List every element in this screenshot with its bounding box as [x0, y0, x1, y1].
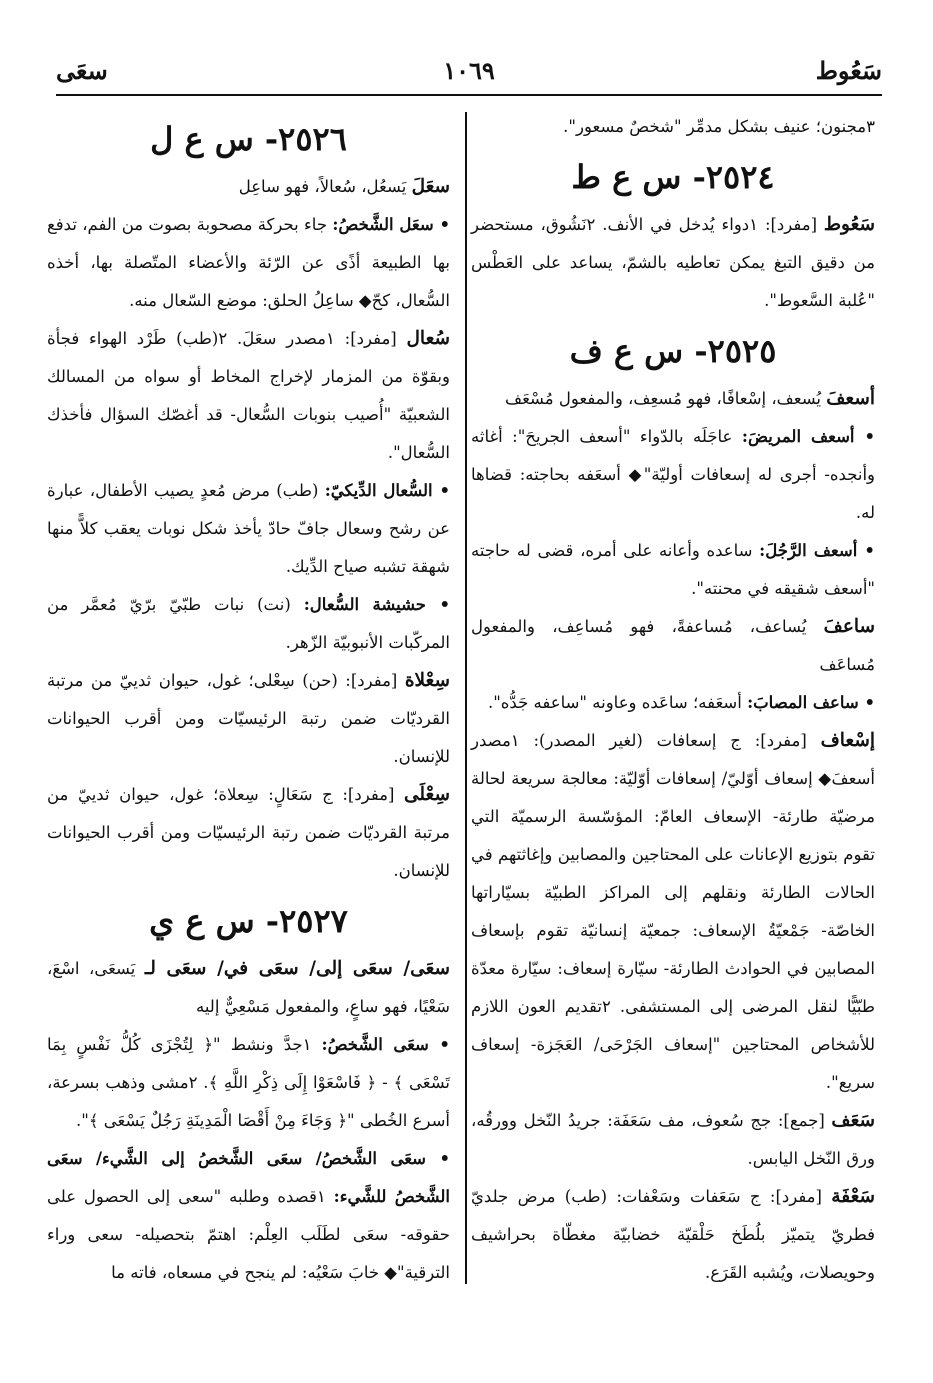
- sense: [471, 532, 875, 608]
- headword: سَعَف: [831, 1110, 875, 1131]
- header-guide-word-first: سَعُوط: [815, 56, 882, 85]
- sense-text: ساعده وأعانه على أمره، قضى له حاجته "أسعف شقيقه في محنته".: [471, 541, 875, 598]
- sense: [471, 418, 875, 532]
- sense: [47, 1140, 450, 1292]
- sense-text: (نت) نبات طبّيّ برّيّ مُعمَّر من المركّبات الأنبوبيّة الزّهر.: [47, 595, 450, 652]
- root-heading-2527: ٢٥٢٧- س ع ي: [149, 902, 348, 940]
- entry-suaal: [47, 320, 450, 472]
- sense-lead: • ساعف المصابَ:: [747, 693, 875, 712]
- entry-saaf: [471, 1102, 875, 1178]
- sense-lead: • سعَى الشَّخصُ/ سعَى الشَّخصُ إلى الشَّيء/ سعَى الشَّخصُ للشَّيء:: [47, 1149, 450, 1206]
- sense: [471, 684, 875, 722]
- conjugation: يَسعَى، اسْعَ، سَعْيًا، فهو ساعٍ، والمفعول مَسْعِيٌّ إليه: [47, 959, 450, 1016]
- headword: أسعفَ: [826, 388, 875, 409]
- entry-saala: [47, 168, 450, 206]
- headword: سَعْفَة: [831, 1186, 875, 1207]
- headword: ساعفَ: [823, 616, 875, 637]
- root-heading-2525: ٢٥٢٥- س ع ف: [569, 332, 777, 370]
- definition: [جمع]: جج سُعوف، مف سَعَفَة: جريدُ النّخل وورقُه، ورق النّخل اليابس.: [471, 1111, 875, 1168]
- headword: سَعُوط: [823, 214, 876, 235]
- root-heading-2524: ٢٥٢٤- س ع ط: [571, 158, 775, 196]
- headword: سعَى/ سعَى إلى/ سعَى في/ سعَى لـ: [144, 958, 451, 979]
- sense: [47, 1026, 450, 1140]
- header-guide-word-last: سعَى: [56, 56, 108, 85]
- entry-saa: [47, 950, 450, 1026]
- sense-text: أسعَفه؛ ساعَده وعاونه "ساعفه جَدُّه".: [487, 693, 748, 712]
- continued-text: ٣مجنون؛ عنيف بشكل مدمِّر "شخصٌ مسعور".: [563, 117, 875, 136]
- definition: [مفرد]: ج إسعافات (لغير المصدر): ١مصدر أسعفَ◆ إسعاف أوّليّ/ إسعافات أوّليّة: معالجة سريعة لحالة مرضيّة طارئة- الإسعاف العامّ: المؤسّسة الرسميّة التي تقوم بتوزيع الإعانات على المحتاجين والمصابين وإغاثتهم في الحالات الطارئة ونقلهم إلى المراكز الطبيّة بسيّاراتها الخاصّة- جَمْعيّةُ الإسعاف: جمعيّة إنسانيّة تقوم بإسعاف المصابين في الحوادث الطارئة- سيّارة إسعاف: سيّارة معدّة طبّيًّا لنقل المرضى إلى المستشفى. ٢تقديم العون اللازم للأشخاص المحتاجين "إسعاف الجَرْحَى/ العَجَزة- إسعاف سريع".: [471, 731, 875, 1092]
- conjugation: يُساعف، مُساعفةً، فهو مُساعِف، والمفعول مُساعَف: [471, 617, 875, 674]
- root-heading-2526: ٢٥٢٦- س ع ل: [150, 120, 347, 158]
- sense-text: (طب) مرض مُعدٍ يصيب الأطفال، عبارة عن رشح وسعال جافّ حادّ يأخذ شكل نوبات يعقب كلاًّ منها شهقة تشبه صياح الدِّيك.: [47, 481, 450, 576]
- definition: [مفرد]: ج سَعَالٍ: سِعلاة؛ غول، حيوان ثدييّ من مرتبة القرديّات ضمن رتبة الرئيسيّات ومن أقرب الحيوانات للإنسان.: [47, 785, 450, 880]
- sense-lead: • السُّعال الدِّيكيّ:: [324, 481, 450, 500]
- right-column: [471, 108, 875, 1292]
- column-divider: [465, 112, 467, 1284]
- sense-lead: • سعَل الشَّخصُ:: [332, 215, 450, 234]
- headword: سِعْلاة: [404, 670, 450, 691]
- entry-isaaf: [471, 722, 875, 1102]
- definition: [مفرد]: ١دواء يُدخل في الأنف. ٢نَشُوق، مستحضر من دقيق التبغ يمكن تعاطيه بالشمّ، يساعد على العَطْس "عُلبة السَّعوط".: [471, 215, 875, 310]
- definition: [مفرد]: (حن) سِعْلى؛ غول، حيوان ثدييّ من مرتبة القرديّات ضمن رتبة الرئيسيّات ومن أقرب الحيوانات للإنسان.: [47, 671, 450, 766]
- entry-saaafa: [471, 608, 875, 684]
- conjugation: يَسعُل، سُعالاً، فهو ساعِل: [238, 177, 412, 196]
- conjugation: يُسعف، إسْعافًا، فهو مُسعِف، والمفعول مُسْعَف: [505, 389, 827, 408]
- entry-saafa: [471, 1178, 875, 1292]
- sense-text: ١جدَّ ونشط "﴿ لِتُجْزَى كُلُّ نَفْسٍ بِمَا تَسْعَى ﴾ - ﴿ فَاسْعَوْا إِلَى ذِكْرِ اللَّهِ ﴾. ٢مشى وذهب بسرعة، أسرع الخُطى "﴿ وَجَاءَ مِنْ أَقْصَا الْمَدِينَةِ رَجُلٌ يَسْعَى ﴾".: [47, 1035, 451, 1130]
- entry-asaafa: [471, 380, 875, 418]
- sense: [47, 206, 450, 320]
- left-column: [47, 108, 450, 1292]
- definition: [مفرد]: ١مصدر سعَلَ. ٢(طب) طَرْد الهواء فجأة وبقوّة من المزمار لإخراج المخاط أو سواه من المسالك الشعبيّة "أُصيب بنوبات السُّعال- قد أغصّك السؤال فأخذك السُّعال".: [47, 329, 450, 462]
- sense-text: جاء بحركة مصحوبة بصوت من الفم، تدفع بها الطبيعة أذًى عن الرّئة والأعضاء المتّصلة بها، أخذه السُّعال، كحّ◆ ساعِلُ الحلق: موضع السّعال منه.: [47, 215, 450, 310]
- page-header: [56, 52, 882, 96]
- sense: [47, 472, 450, 586]
- sense-text: ١قصده وطلبه "سعى إلى الحصول على حقوقه- سعَى لطَلَب العِلْم: اهتمّ بتحصيله- سعى وراء الترقية"◆ خابَ سَعْيُه: لم ينجح في مسعاه، فاته ما: [47, 1187, 450, 1282]
- sense-lead: • أسعف الرَّجُلَ:: [759, 541, 875, 560]
- headword: سعَلَ: [411, 176, 450, 197]
- headword: سُعال: [406, 328, 450, 349]
- headword: إسْعاف: [820, 730, 875, 751]
- definition: [مفرد]: ج سَعَفات وسَعْفات: (طب) مرض جلديّ فطريّ يتميّز بلُطَخ حَلْقيّة خضابيّة مغطّاة بحراشيف وحويصلات، ويُشبه القَرَع.: [471, 1187, 875, 1282]
- sense-lead: • أسعف المريضَ:: [741, 427, 876, 446]
- headword: سِعْلَى: [404, 784, 450, 805]
- sense: [47, 586, 450, 662]
- sense-text: عاجَلَه بالدّواء "أسعف الجريحَ": أغاثه وأنجده- أجرى له إسعافات أوليّة"◆ أسعَفه بحاجته: قضاها له.: [471, 427, 875, 522]
- sense-lead: • سعَى الشَّخصُ:: [321, 1035, 450, 1054]
- entry-silaa: [47, 776, 450, 890]
- entry-saout: [471, 206, 875, 320]
- sense-lead: • حشيشة السُّعال:: [303, 595, 450, 614]
- page-number: ١٠٦٩: [443, 56, 495, 85]
- entry-silaat: [47, 662, 450, 776]
